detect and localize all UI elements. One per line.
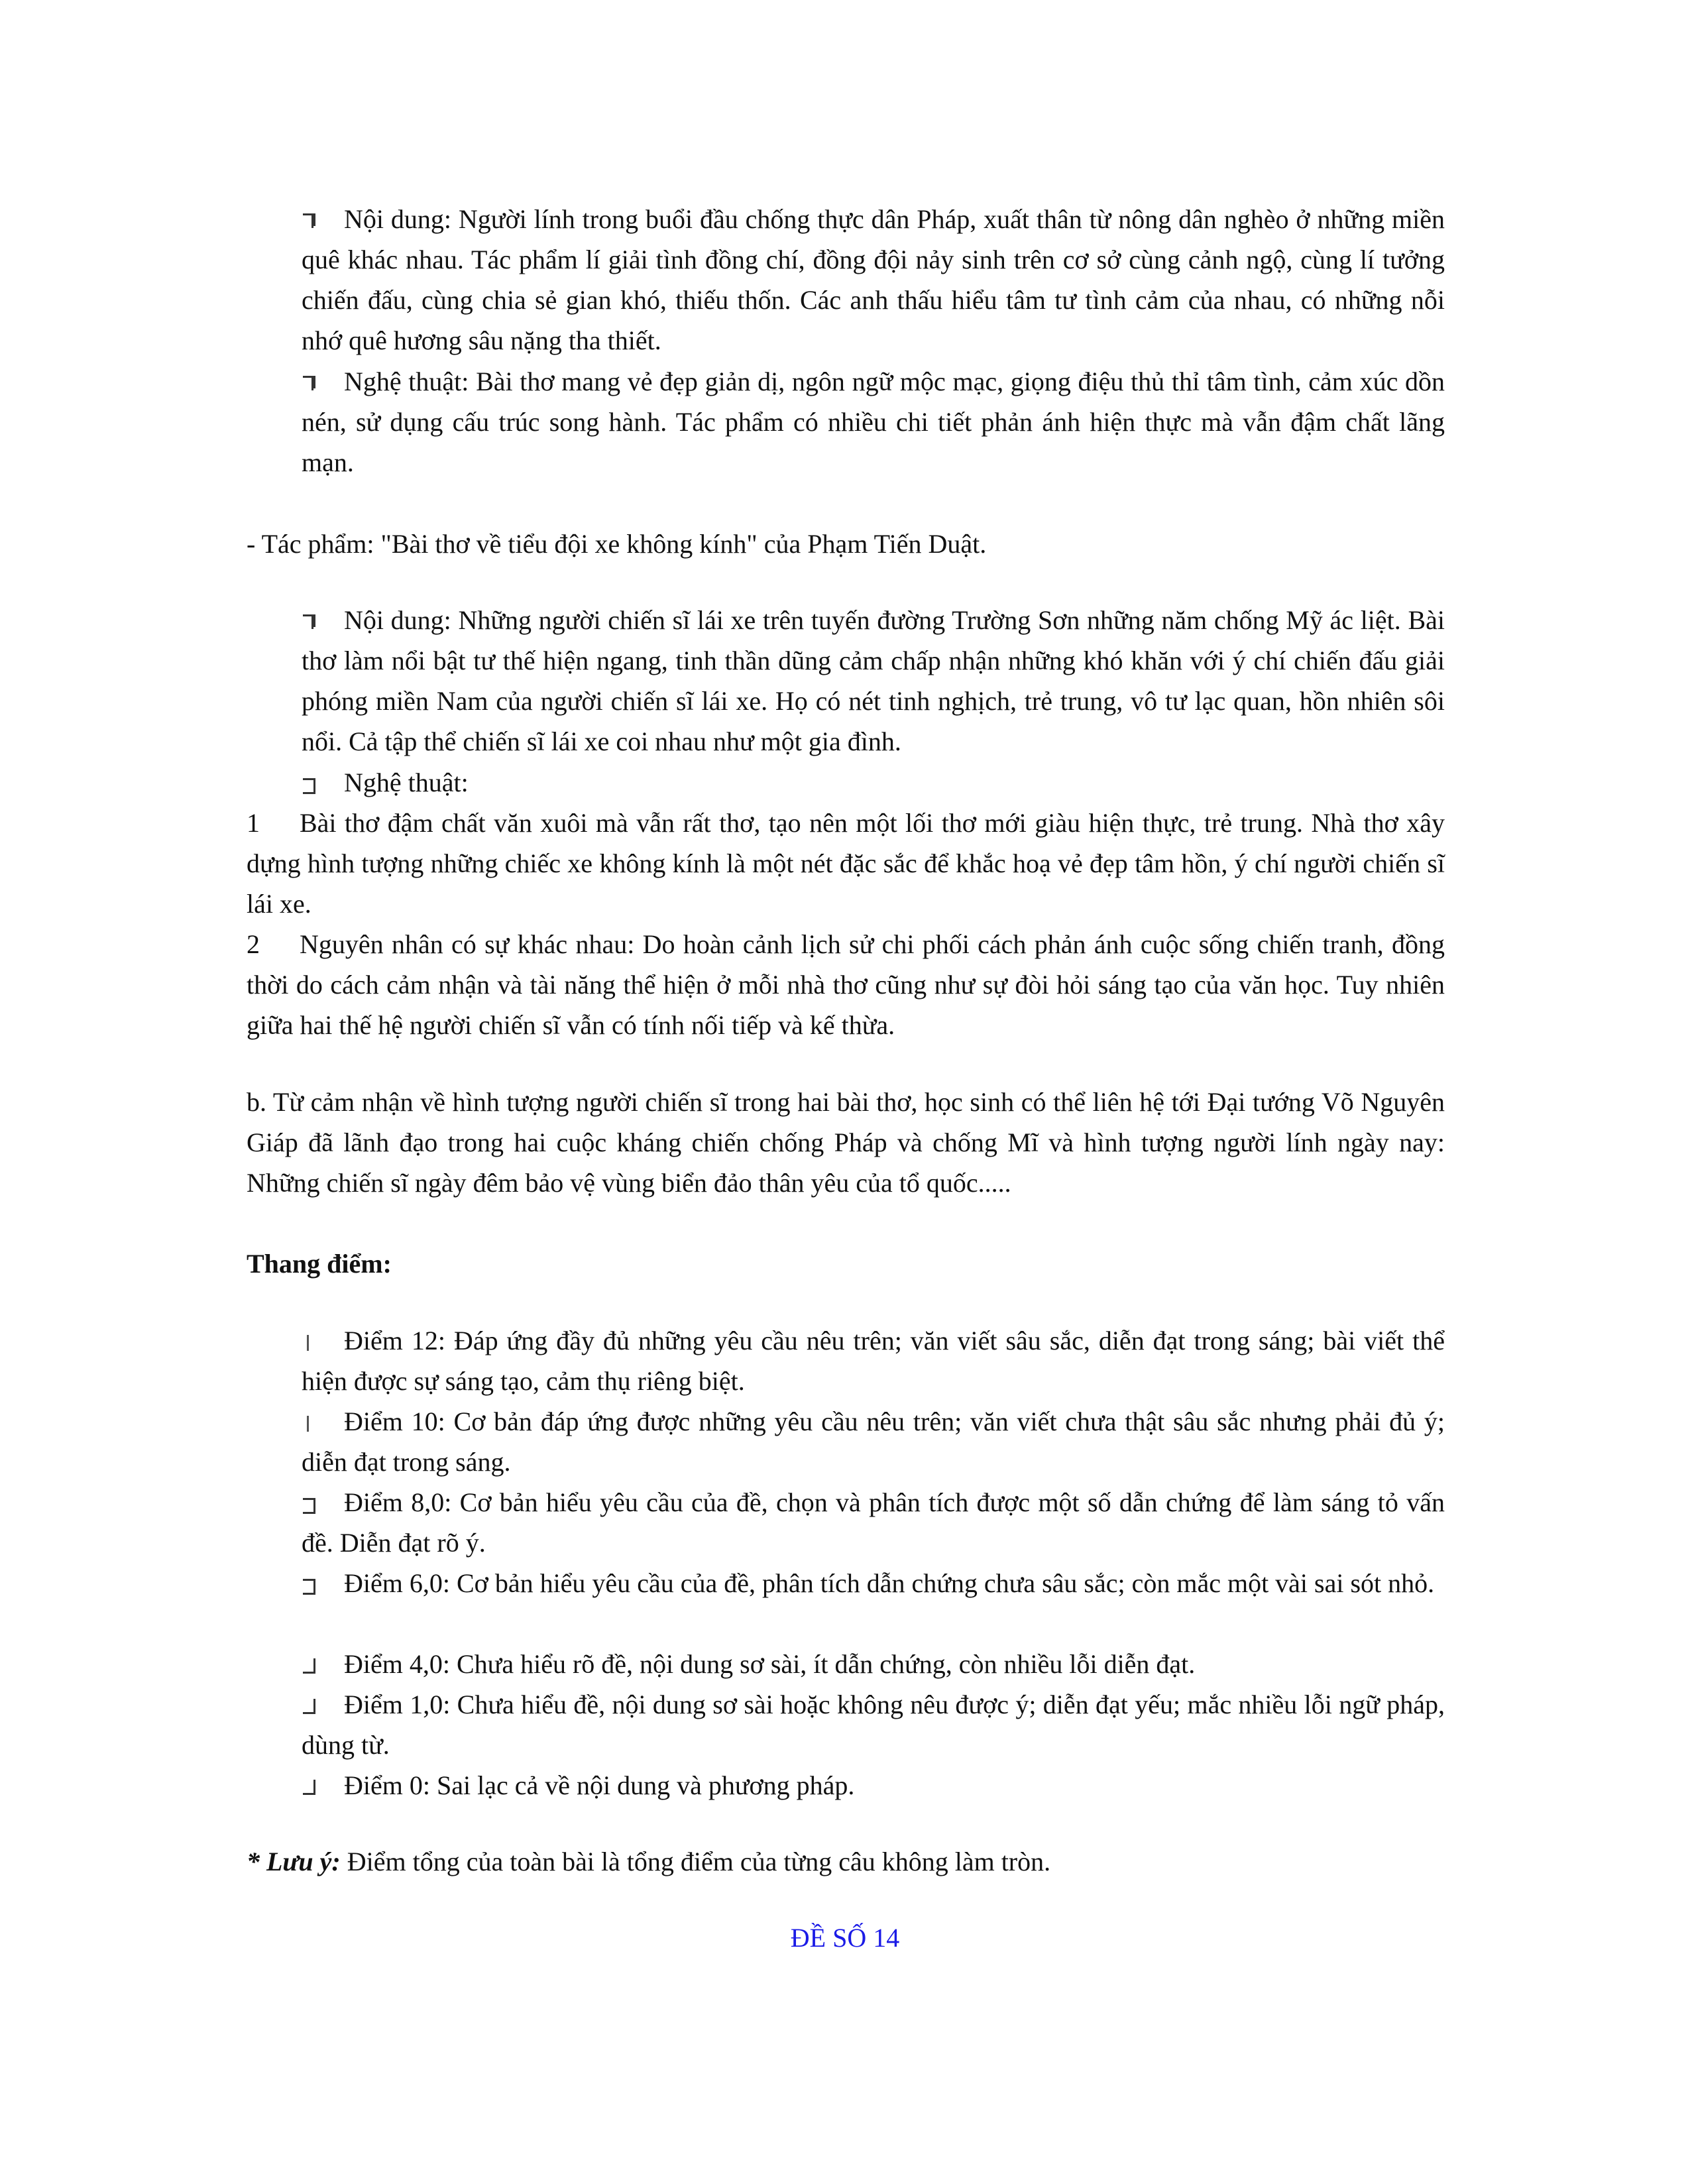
content-bullet-1	[302, 199, 1445, 361]
bullet-label: Nghệ thuật:	[344, 768, 469, 797]
numbered-item-2	[247, 924, 1445, 1045]
bullet-label: Nghệ thuật:	[344, 367, 469, 396]
bullet-label: Nội dung:	[344, 605, 451, 635]
exam-number-text: ĐỀ SỐ 14	[790, 1923, 900, 1953]
scale-title	[247, 1243, 1445, 1284]
numbered-item-1	[247, 803, 1445, 924]
paragraph-b	[247, 1082, 1445, 1203]
bullet-marker-icon	[302, 1414, 315, 1432]
bullet-marker-icon	[302, 1495, 315, 1513]
bullet-marker-icon	[302, 1697, 315, 1715]
bullet-marker-icon	[302, 1778, 315, 1796]
bullet-marker-icon	[302, 613, 315, 630]
paragraph-b-text: b. Từ cảm nhận về hình tượng người chiến sĩ trong hai bài thơ, học sinh có thể liên hệ tới Đại tướng Võ Nguyên Giáp đã lãnh đạo trong hai cuộc kháng chiến chống Pháp và chống Mĩ và hình tượng người lính ngày nay: Những chiến sĩ ngày đêm bảo vệ vùng biển đảo thân yêu của tổ quốc.....	[247, 1087, 1445, 1198]
scale-item-text: Điểm 6,0: Cơ bản hiểu yêu cầu của đề, phân tích dẫn chứng chưa sâu sắc; còn mắc một vài sai sót nhỏ.	[344, 1568, 1435, 1598]
bullet-marker-icon	[302, 212, 315, 229]
item-text: Nguyên nhân có sự khác nhau: Do hoàn cảnh lịch sử chi phối cách phản ánh cuộc sống chiến tranh, đồng thời do cách cảm nhận và tài năng thể hiện ở mỗi nhà thơ cũng như sự đòi hỏi sáng tạo của văn học. Tuy nhiên giữa hai thế hệ người chiến sĩ vẫn có tính nối tiếp và kế thừa.	[247, 929, 1445, 1040]
bullet-label: Nội dung:	[344, 204, 451, 234]
scale-item-0	[302, 1765, 1445, 1806]
bullet-marker-icon	[302, 776, 315, 793]
bullet-marker-icon	[302, 1576, 315, 1593]
scale-item-text: Điểm 4,0: Chưa hiểu rõ đề, nội dung sơ sài, ít dẫn chứng, còn nhiều lỗi diễn đạt.	[344, 1649, 1196, 1679]
art-bullet-2	[302, 762, 1445, 803]
note-label: * Lưu ý:	[247, 1847, 341, 1876]
bullet-text: Những người chiến sĩ lái xe trên tuyến đường Trường Sơn những năm chống Mỹ ác liệt. Bài thơ làm nổi bật tư thế hiện ngang, tinh thần dũng cảm chấp nhận những khó khăn với ý chí chiến đấu giải phóng miền Nam của người chiến sĩ lái xe. Họ có nét tinh nghịch, trẻ trung, vô tư lạc quan, hồn nhiên sôi nổi. Cả tập thể chiến sĩ lái xe coi nhau như một gia đình.	[302, 605, 1445, 756]
scale-item-text: Điểm 12: Đáp ứng đầy đủ những yêu cầu nêu trên; văn viết sâu sắc, diễn đạt trong sáng; bài viết thể hiện được sự sáng tạo, cảm thụ riêng biệt.	[302, 1326, 1445, 1396]
scale-item-10	[302, 1401, 1445, 1482]
scale-item-text: Điểm 0: Sai lạc cả về nội dung và phương pháp.	[344, 1770, 855, 1800]
bullet-marker-icon	[302, 1334, 315, 1351]
scale-item-8	[302, 1482, 1445, 1563]
scale-item-12	[302, 1320, 1445, 1401]
scale-title-text: Thang điểm:	[247, 1249, 392, 1279]
work-heading-text: - Tác phẩm: "Bài thơ về tiểu đội xe không kính" của Phạm Tiến Duật.	[247, 529, 987, 559]
bullet-text: Người lính trong buổi đầu chống thực dân Pháp, xuất thân từ nông dân nghèo ở những miền quê khác nhau. Tác phẩm lí giải tình đồng chí, đồng đội nảy sinh trên cơ sở cùng cảnh ngộ, cùng lí tưởng chiến đấu, cùng chia sẻ gian khó, thiếu thốn. Các anh thấu hiểu tâm tư tình cảm của nhau, có những nỗi nhớ quê hương sâu nặng tha thiết.	[302, 204, 1445, 355]
scale-item-6	[302, 1563, 1445, 1603]
scale-item-1	[302, 1684, 1445, 1765]
content-bullet-2	[302, 600, 1445, 762]
work-heading	[247, 524, 1445, 564]
bullet-marker-icon	[302, 1657, 315, 1674]
note	[247, 1841, 1445, 1882]
bullet-marker-icon	[302, 374, 315, 392]
item-number: 2	[247, 929, 260, 959]
art-bullet-1	[302, 361, 1445, 483]
bullet-text: Bài thơ mang vẻ đẹp giản dị, ngôn ngữ mộc mạc, giọng điệu thủ thỉ tâm tình, cảm xúc dồn nén, sử dụng cấu trúc song hành. Tác phẩm có nhiều chi tiết phản ánh hiện thực mà vẫn đậm chất lãng mạn.	[302, 367, 1445, 477]
item-text: Bài thơ đậm chất văn xuôi mà vẫn rất thơ, tạo nên một lối thơ mới giàu hiện thực, trẻ trung. Nhà thơ xây dựng hình tượng những chiếc xe không kính là một nét đặc sắc để khắc hoạ vẻ đẹp tâm hồn, ý chí người chiến sĩ lái xe.	[247, 808, 1445, 919]
item-number: 1	[247, 808, 260, 838]
scale-item-4	[302, 1644, 1445, 1684]
exam-number-title	[0, 1918, 1690, 1958]
scale-item-text: Điểm 10: Cơ bản đáp ứng được những yêu cầu nêu trên; văn viết chưa thật sâu sắc nhưng phải đủ ý; diễn đạt trong sáng.	[302, 1407, 1445, 1477]
note-text: Điểm tổng của toàn bài là tổng điểm của từng câu không làm tròn.	[347, 1847, 1051, 1876]
scale-item-text: Điểm 8,0: Cơ bản hiểu yêu cầu của đề, chọn và phân tích được một số dẫn chứng để làm sáng tỏ vấn đề. Diễn đạt rõ ý.	[302, 1487, 1445, 1558]
scale-item-text: Điểm 1,0: Chưa hiểu đề, nội dung sơ sài hoặc không nêu được ý; diễn đạt yếu; mắc nhiều lỗi ngữ pháp, dùng từ.	[302, 1690, 1445, 1760]
